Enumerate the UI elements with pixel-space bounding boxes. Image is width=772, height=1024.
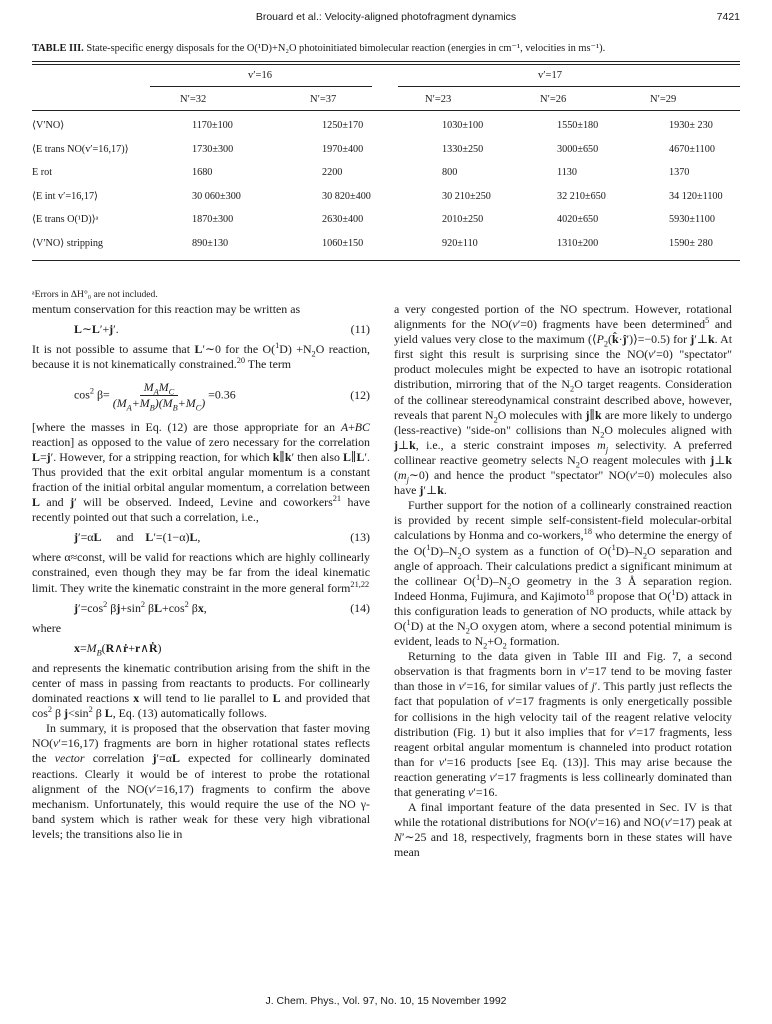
table-cell: 1170±100 — [192, 120, 233, 132]
table-cell: 1330±250 — [442, 143, 484, 155]
paragraph: Further support for the notion of a collinearly constrained reaction is provided by recent simple self-consistent-field molecular-orbital calculations by Honma and co-workers,$^{18}$ who determine the energy of the $O(^1D)-N_2O$ system as a function of $O(^1D)-N_2O$ separation and angle of approach. Their calculations predict a significant minimum at the collinear $O(^1D)-N_2O$ geometry in the 3 Å separation region. Indeed Honma, Fujimura, and Kajimoto$^{18}$ propose that O($^1$D) attack in this configuration leads to generation of NO products, while attack by O($^1$D) at the $N_2O$ oxygen atom, where a second potential minimum is evident, leads to $N_2+O_2$ formation. — [394, 498, 732, 651]
table-caption-label: TABLE III. — [32, 43, 84, 54]
paragraph: a very congested portion of the NO spectrum. However, rotational alignments for the NO(v′=0) fragments have been determined$^5$ and yield values very close to the maximum $(⟨P_2(k̂\cdot ĵ')⟩=-0.5)$ for j′⊥k. At first sight this result is surprising since the NO(v′=0) "spectator" product molecules might be expected to have an isotropic rotational distribution, mirroring that of the $N_2O$ target reagents. Consideration of the collinear stereodynamical constraint described above, however, reveals that parent $N_2O$ molecules with j∥k are more likely to undergo (less-reactive) "side-on" collisions than $N_2O$ molecules aligned with j⊥k, i.e., a steric constraint imposes $m_j$ selectivity. A preferred collinear reactive geometry selects $N_2O$ reagent molecules with j⊥k $(m_j\sim 0)$ and hence the product "spectator" NO(v′=0) molecules also have j′⊥k. — [394, 302, 733, 498]
col-header: N′=23 — [425, 94, 452, 105]
table-cell: 34 120±1100 — [669, 190, 723, 202]
table-cell: 920±110 — [442, 237, 478, 249]
table-cell: 1680 — [192, 167, 213, 179]
table-cell: 4670±1100 — [669, 143, 715, 155]
paragraph: where — [32, 620, 62, 635]
table-row — [32, 208, 740, 232]
col-header: N′=29 — [650, 94, 677, 105]
table-row — [32, 114, 740, 138]
table-cell: 1030±100 — [442, 120, 484, 132]
table-cell: 2010±250 — [442, 214, 484, 226]
table-cell: 1550±180 — [557, 120, 599, 132]
table-cell: 1060±150 — [322, 237, 364, 249]
paragraph: [where the masses in Eq. (12) are those appropriate for an A+BC reaction] as opposed to the value of zero necessary for the correlation L=j′. However, for a stripping reaction, for which k∥k′ then also L∥L′. Thus provided that the exit orbital angular momentum is a constant fraction of the initial orbital angular momentum, a correlation between L and j′ will be observed. Indeed, Levine and coworkers$^{21}$ have recently pointed out that such a correlation, i.e., — [32, 419, 370, 525]
table-cell: 30 060±300 — [192, 190, 241, 202]
paragraph: It is not possible to assume that L′∼0 for the $O(^1D) +N_2O$ reaction, because it is not kinematically constrained.$^{20}$ The term — [32, 341, 370, 372]
table-footnote: ᵃErrors in ΔH°₀ are not included. — [32, 289, 158, 300]
table-row — [32, 138, 740, 162]
table-cell: 4020±650 — [557, 214, 599, 226]
paragraph: and represents the kinematic contribution arising from the shift in the center of mass in passing from reactants to products. For collinearly dominated reactions x will tend to lie parallel to L and provided that $\cos^2 \beta$ $j<\sin^2$ β L, Eq. (13) automatically follows. — [32, 660, 370, 721]
row-label: ⟨E int v′=16,17⟩ — [32, 190, 99, 202]
table-cell: 1370 — [669, 167, 690, 179]
table-cell: 1310±200 — [557, 237, 599, 249]
table-cell: 800 — [442, 167, 458, 179]
paragraph: where α≈const, will be valid for reactions which are highly collinearly constrained, even though they may be far from the ideal kinematic limit. They write the kinematic constraint in the more general form$^{21,22}$ — [32, 550, 370, 595]
table-row — [32, 232, 740, 256]
equation-11: L∼L′+j′. (11) — [74, 322, 370, 337]
table-row — [32, 161, 740, 185]
header-rule — [32, 110, 740, 111]
equation-x: $x=M_B(R\wedge ṙ+r\wedge Ṙ)$ — [74, 640, 162, 658]
table-cell: 1930± 230 — [669, 120, 713, 132]
table-caption — [32, 42, 740, 54]
col-header: N′=32 — [180, 94, 207, 105]
table-row — [32, 185, 740, 209]
row-label: ⟨V′NO⟩ — [32, 120, 65, 132]
paragraph: Returning to the data given in Table III and Fig. 7, a second observation is that fragments born in v′=17 tend to be moving faster than those in v′=16, for similar values of j′. This partly just reflects the fact that population of v′=17 fragments is only energetically possible for collisions in the high velocity tail of the reagent relative velocity distribution (Fig. 1) but it also implies that for v′=17 fragments, less reagent orbital angular momentum is channeled into product rotation than for v′=16 products [see Eq. (13)]. This may arise because the reaction generating v′=17 fragments is less collinearly dominated than that generating v′=16. — [394, 649, 732, 799]
table-cell: 2630±400 — [322, 214, 364, 226]
table-cell: 32 210±650 — [557, 190, 606, 202]
table-bottom-rule — [32, 260, 740, 261]
group-rule-v17 — [398, 86, 740, 87]
equation-14: $j'=\cos^2$ $\beta j+\sin^2$ $\beta L+\cos^2$ βx, (14) — [74, 599, 370, 615]
table-cell: 890±130 — [192, 237, 229, 249]
table-cell: 5930±1100 — [669, 214, 715, 226]
group-header-v16: v′=16 — [248, 70, 272, 81]
row-label: ⟨E trans O(¹D)⟩ᵃ — [32, 214, 99, 226]
equation-12: $\cos^2 \beta=$ $\frac{M_AM_C}{(M_A+M_B)(M_B+M_C)}$ =0.36 (12) — [74, 380, 370, 413]
group-header-v17: v′=17 — [538, 70, 562, 81]
table-top-rule — [32, 61, 740, 62]
page-number: 7421 — [716, 11, 740, 23]
row-label: ⟨E trans NO(v′=16,17)⟩ — [32, 143, 129, 155]
paragraph: A final important feature of the data presented in Sec. IV is that while the rotational distributions for NO(v′=16) and NO(v′=17) peak at N′∼25 and 18, respectively, fragments born in these states will have mean — [394, 800, 732, 860]
row-label: E rot — [32, 167, 53, 179]
table-cell: 1130 — [557, 167, 577, 179]
table-cell: 1970±400 — [322, 143, 364, 155]
right-column — [394, 302, 732, 860]
table-cell: 3000±650 — [557, 143, 599, 155]
col-header: N′=37 — [310, 94, 337, 105]
table-cell: 1250±170 — [322, 120, 364, 132]
data-table — [32, 114, 740, 255]
table-cell: 1590± 280 — [669, 237, 713, 249]
page-footer: J. Chem. Phys., Vol. 97, No. 10, 15 November 1992 — [265, 995, 507, 1007]
table-cell: 1870±300 — [192, 214, 234, 226]
equation-13: j′=αL and L′=(1−α)L, (13) — [74, 530, 370, 545]
running-head-title: Brouard et al.: Velocity-aligned photofragment dynamics — [255, 11, 517, 23]
group-rule-v16 — [150, 86, 372, 87]
left-column — [32, 302, 370, 842]
table-caption-text: State-specific energy disposals for the O(¹D)+N₂O photoinitiated bimolecular reaction (energies in cm⁻¹, velocities in ms⁻¹). — [86, 43, 606, 54]
table-cell: 1730±300 — [192, 143, 234, 155]
col-header: N′=26 — [540, 94, 567, 105]
table-cell: 30 820±400 — [322, 190, 371, 202]
paragraph: mentum conservation for this reaction may be written as — [32, 302, 301, 316]
row-label: ⟨V′NO⟩ stripping — [32, 237, 104, 249]
paragraph: In summary, it is proposed that the observation that faster moving NO(v′=16,17) fragments are born in higher rotational states reflects the vector correlation j′=αL expected for collinearly dominated reactions. Clearly it would be of interest to probe the rotational alignment of the NO(v′=16,17) fragments to confirm the above mechanism. Unfortunately, this would require the use of the NO γ-band system which is rather weak for these very high vibrational levels; the transitions also lie in — [32, 721, 370, 841]
table-cell: 2200 — [322, 167, 343, 179]
table-top-rule-2 — [32, 64, 740, 65]
table-cell: 30 210±250 — [442, 190, 491, 202]
